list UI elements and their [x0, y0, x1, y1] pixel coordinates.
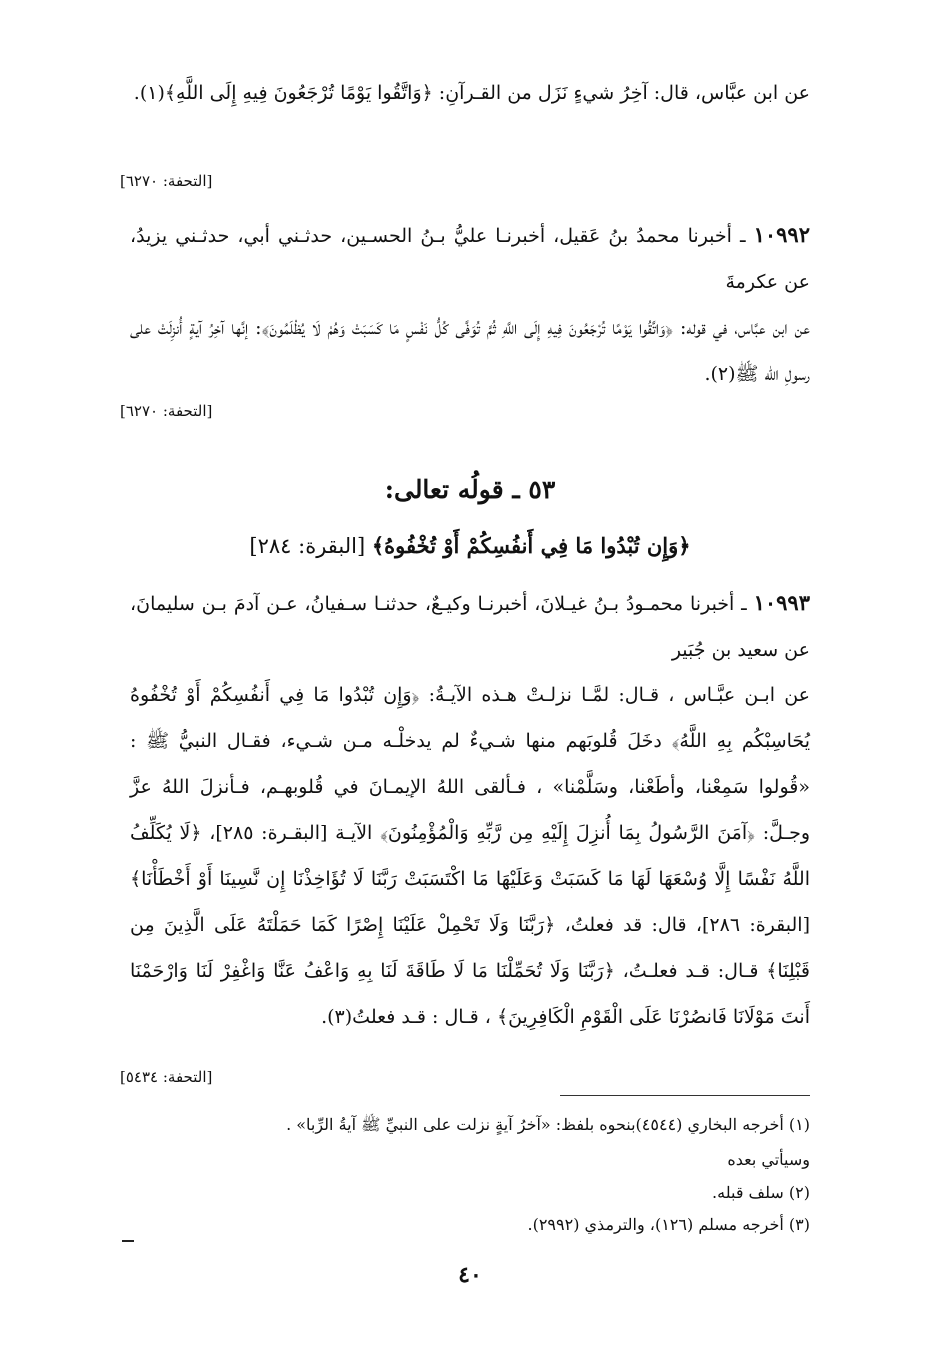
page-number: ٤٠ — [458, 1262, 482, 1288]
tuhfa-reference: [التحفة: ٦٢٧٠] — [120, 402, 213, 420]
footnote-1: (١) أخرجه البخاري (٤٥٤٤)بنحوه بلفظ: «آخرُ آيةٍ نزلت على النبيِّ ﷺ آيةُ الرِّبا» . — [286, 1115, 810, 1134]
verse-reference: [البقرة: ٢٨٤] — [249, 534, 372, 558]
hadith-10993-chain — [130, 580, 810, 673]
footnote-3: (٣) أخرجه مسلم (١٢٦)، والترمذي (٢٩٩٢). — [527, 1215, 810, 1234]
quran-verse: ﴿وَإِن تُبْدُوا مَا فِي أَنفُسِكُمْ أَوْ تُخْفُوهُ﴾ — [371, 533, 691, 558]
isnad-text: ـ أخبرنا محمدُ بنُ عَقيل، أخبرنـا عليُّ بـنُ الحسـين، حدثـني أبي، حدثـني يزيدُ، عن عكرمةَ — [130, 225, 810, 293]
tuhfa-reference: [التحفة: ٥٤٣٤] — [120, 1068, 213, 1086]
tuhfa-reference: [التحفة: ٦٢٧٠] — [120, 172, 213, 190]
hadith-number: ١٠٩٩٣ — [753, 590, 810, 615]
hadith-10992-chain — [130, 212, 810, 305]
footnote-1-continued: وسيأتي بعده — [727, 1150, 810, 1169]
margin-dash — [122, 1240, 134, 1242]
section-verse — [0, 533, 940, 558]
section-heading: ٥٣ ـ قولُه تعالى: — [384, 475, 556, 504]
hadith-10992-body: عن ابن عبَّاس، في قوله: ﴿وَاتَّقُوا يَوْمًا تُرْجَعُونَ فِيهِ إِلَى اللَّهِ ثُمَّ تُوَفَّى كُلُّ نَفْسٍ مَا كَسَبَتْ وَهُمْ لَا يُظْلَمُونَ﴾: إنَّها آخِرُ آيةٍ أُنزِلَتْ على رسولِ الله ﷺ(٢). — [130, 317, 810, 385]
isnad-text: ـ أخبرنا محمـودُ بـنُ غيـلانَ، أخبرنـا وكيـعٌ، حدثنـا سـفيانُ، عـن آدمَ بـن سليمانَ، عن سعيد بن جُبَير — [130, 593, 810, 661]
hadith-text-block1: عن ابن عبَّاس، قال: آخِرُ شيءٍ نَزَل من القـرآنِ: ﴿وَاتَّقُوا يَوْمًا تُرْجَعُونَ فِيهِ إِلَى اللَّهِ﴾(١). — [133, 82, 810, 104]
hadith-number: ١٠٩٩٢ — [753, 222, 810, 247]
footnote-separator — [560, 1095, 810, 1096]
footnote-2: (٢) سلف قبله. — [712, 1183, 810, 1202]
hadith-10993-body: عن ابـن عبَّـاس ، قـال: لمَّـا نزلـتْ هـذه الآيـةُ: ﴿وَإِن تُبْدُوا مَا فِي أَنفُسِكُمْ أَوْ تُخْفُوهُ يُحَاسِبْكُم بِهِ اللَّهُ﴾ دخَلَ قُلوبَهم منها شـيءٌ لم يدخلْـه مـن شـيء، فقـال النبيُّ ﷺ : «قُولوا سَمِعْنا، وأطَعْنا، وسَلَّمْنا» ، فـألقى اللهُ الإيمـانَ في قُلوبهـم، فـأنزلَ اللهُ عزَّ وجـلَّ: ﴿آمَنَ الرَّسُولُ بِمَا أُنزِلَ إِلَيْهِ مِن رَّبِّهِ وَالْمُؤْمِنُونَ﴾ الآيـة [البقـرة: ٢٨٥]، ﴿لَا يُكَلِّفُ اللَّهُ نَفْسًا إِلَّا وُسْعَهَا لَهَا مَا كَسَبَتْ وَعَلَيْهَا مَا اكْتَسَبَتْ رَبَّنَا لَا تُؤَاخِذْنَا إِن نَّسِينَا أَوْ أَخْطَأْنَا﴾ [البقرة: ٢٨٦]، قال: قد فعلتُ، ﴿رَبَّنَا وَلَا تَحْمِلْ عَلَيْنَا إِصْرًا كَمَا حَمَلْتَهُ عَلَى الَّذِينَ مِن قَبْلِنَا﴾ قـال: قـد فعلـتُ، ﴿رَبَّنَا وَلَا تُحَمِّلْنَا مَا لَا طَاقَةَ لَنَا بِهِ وَاعْفُ عَنَّا وَاغْفِرْ لَنَا وَارْحَمْنَا أَنتَ مَوْلَانَا فَانصُرْنَا عَلَى الْقَوْمِ الْكَافِرِينَ﴾ ، قـال : قـد فعلتُ(٣). — [130, 684, 810, 1028]
